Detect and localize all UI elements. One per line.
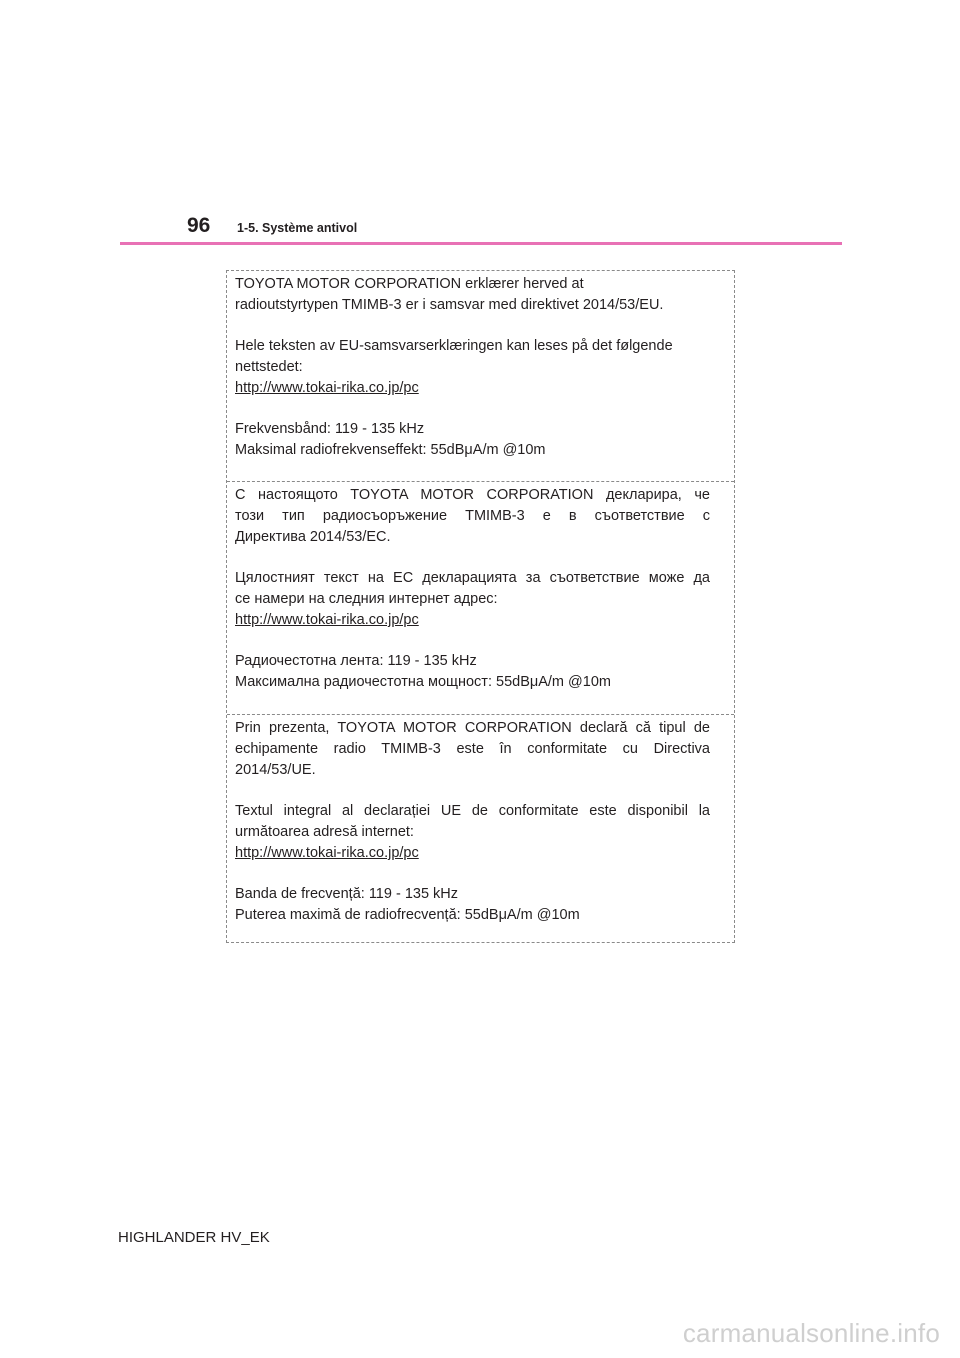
declaration-link[interactable]: http://www.tokai-rika.co.jp/pc [235,612,419,628]
text-line: Textul integral al declarației UE de conformitate este disponibil la [235,803,710,819]
declaration-norwegian [227,271,734,481]
frequency-band: Радиочестотна лента: 119 - 135 kHz [235,653,477,669]
text-line: următoarea adresă internet: [235,824,414,840]
text-line: radioutstyrtypen TMIMB-3 er i samsvar med direktivet 2014/53/EU. [235,297,664,313]
watermark: carmanualsonline.info [682,1318,940,1348]
text-line: се намери на следния интернет адрес: [235,591,498,607]
max-power: Maksimal radiofrekvenseffekt: 55dBμA/m @10m [235,442,546,458]
header-rule [120,242,842,245]
frequency-band: Frekvensbånd: 119 - 135 kHz [235,421,425,437]
text-line: този тип радиосъоръжение TMIMB-3 е в съответствие с [235,508,710,524]
frequency-band: Banda de frecvență: 119 - 135 kHz [235,886,459,902]
page-number: 96 [187,214,211,237]
declaration-link[interactable]: http://www.tokai-rika.co.jp/pc [235,845,419,861]
text-line: TOYOTA MOTOR CORPORATION erklærer herved at [235,276,584,292]
declaration-link[interactable]: http://www.tokai-rika.co.jp/pc [235,380,419,396]
declaration-bulgarian [227,481,734,714]
text-line: echipamente radio TMIMB-3 este în conformitate cu Directiva [235,741,710,757]
text-line: Hele teksten av EU-samsvarserklæringen kan leses på det følgende [235,338,673,354]
section-title: 1-5. Système antivol [237,221,358,235]
max-power: Максимална радиочестотна мощност: 55dBμA/m @10m [235,674,611,690]
declaration-romanian [227,714,734,942]
text-line: Prin prezenta, TOYOTA MOTOR CORPORATION declară că tipul de [235,720,710,736]
text-line: nettstedet: [235,359,303,375]
text-line: С настоящото TOYOTA MOTOR CORPORATION декларира, че [235,487,710,503]
declaration-box [226,270,735,943]
text-line: Директива 2014/53/ЕС. [235,529,391,545]
text-line: Цялостният текст на ЕС декларацията за съответствие може да [235,570,710,586]
footer-model: HIGHLANDER HV_EK [118,1229,270,1246]
max-power: Puterea maximă de radiofrecvență: 55dBμA/m @10m [235,907,580,923]
text-line: 2014/53/UE. [235,762,316,778]
